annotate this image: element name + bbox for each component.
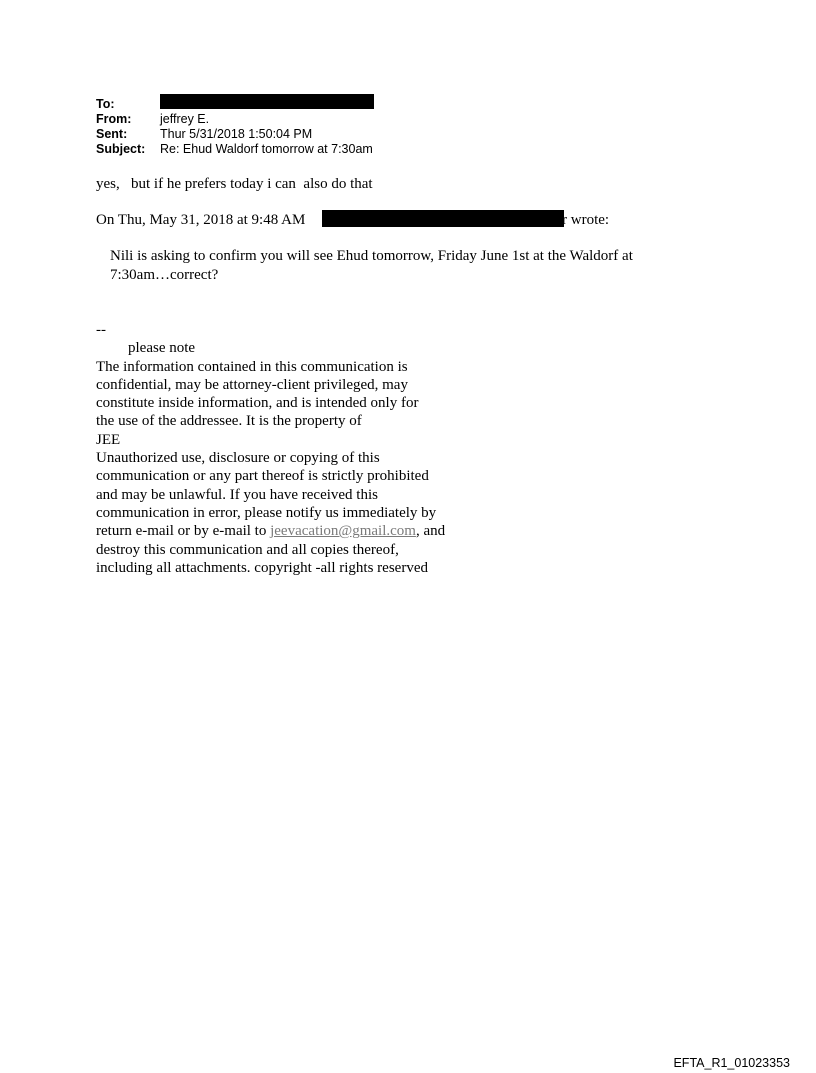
from-value: jeffrey E. <box>160 112 210 126</box>
disclaimer-line: confidential, may be attorney-client privileged, may <box>96 376 408 393</box>
header-sent-row <box>96 127 312 142</box>
redacted-recipient <box>160 94 374 109</box>
disclaimer-line: including all attachments. copyright -all rights reserved <box>96 559 428 576</box>
sent-value: Thur 5/31/2018 1:50:04 PM <box>160 127 313 141</box>
to-label: To: <box>96 97 115 111</box>
disclaimer-line: communication in error, please notify us immediately by <box>96 504 437 521</box>
disclaimer-line: JEE <box>96 431 121 448</box>
sent-label: Sent: <box>96 127 128 141</box>
reply-text: yes, but if he prefers today i can also do that <box>96 176 373 192</box>
signature-block <box>96 321 496 577</box>
disclaimer-line: and may be unlawful. If you have received this <box>96 486 378 503</box>
subject-value: Re: Ehud Waldorf tomorrow at 7:30am <box>160 142 373 156</box>
quote-intro-prefix: On Thu, May 31, 2018 at 9:48 AM <box>96 212 306 228</box>
signature-separator: -- <box>96 322 106 338</box>
header-from-row <box>96 112 209 127</box>
document-id: EFTA_R1_01023353 <box>673 1056 790 1070</box>
disclaimer-line: destroy this communication and all copies thereof, <box>96 541 399 558</box>
quoted-message: Nili is asking to confirm you will see Ehud tomorrow, Friday June 1st at the Waldorf at 7:30am…correct? <box>110 248 633 283</box>
disclaimer-line: The information contained in this communication is <box>96 358 408 375</box>
disclaimer-email-line <box>96 522 496 540</box>
header-to-row <box>96 97 160 112</box>
email-line-prefix: return e-mail or by e-mail to <box>96 523 271 540</box>
quote-intro-suffix: r wrote: <box>562 212 610 228</box>
subject-label: Subject: <box>96 142 146 156</box>
signature-note: please note <box>128 340 196 357</box>
disclaimer-line: the use of the addressee. It is the property of <box>96 413 362 430</box>
disclaimer-line: communication or any part thereof is strictly prohibited <box>96 468 429 485</box>
from-label: From: <box>96 112 132 126</box>
disclaimer-line: Unauthorized use, disclosure or copying of this <box>96 450 380 467</box>
disclaimer-line: constitute inside information, and is intended only for <box>96 395 419 412</box>
email-line-suffix: , and <box>415 523 446 540</box>
redacted-sender-email <box>322 210 564 227</box>
email-link[interactable]: jeevacation@gmail.com <box>270 523 416 540</box>
header-subject-row <box>96 142 373 157</box>
